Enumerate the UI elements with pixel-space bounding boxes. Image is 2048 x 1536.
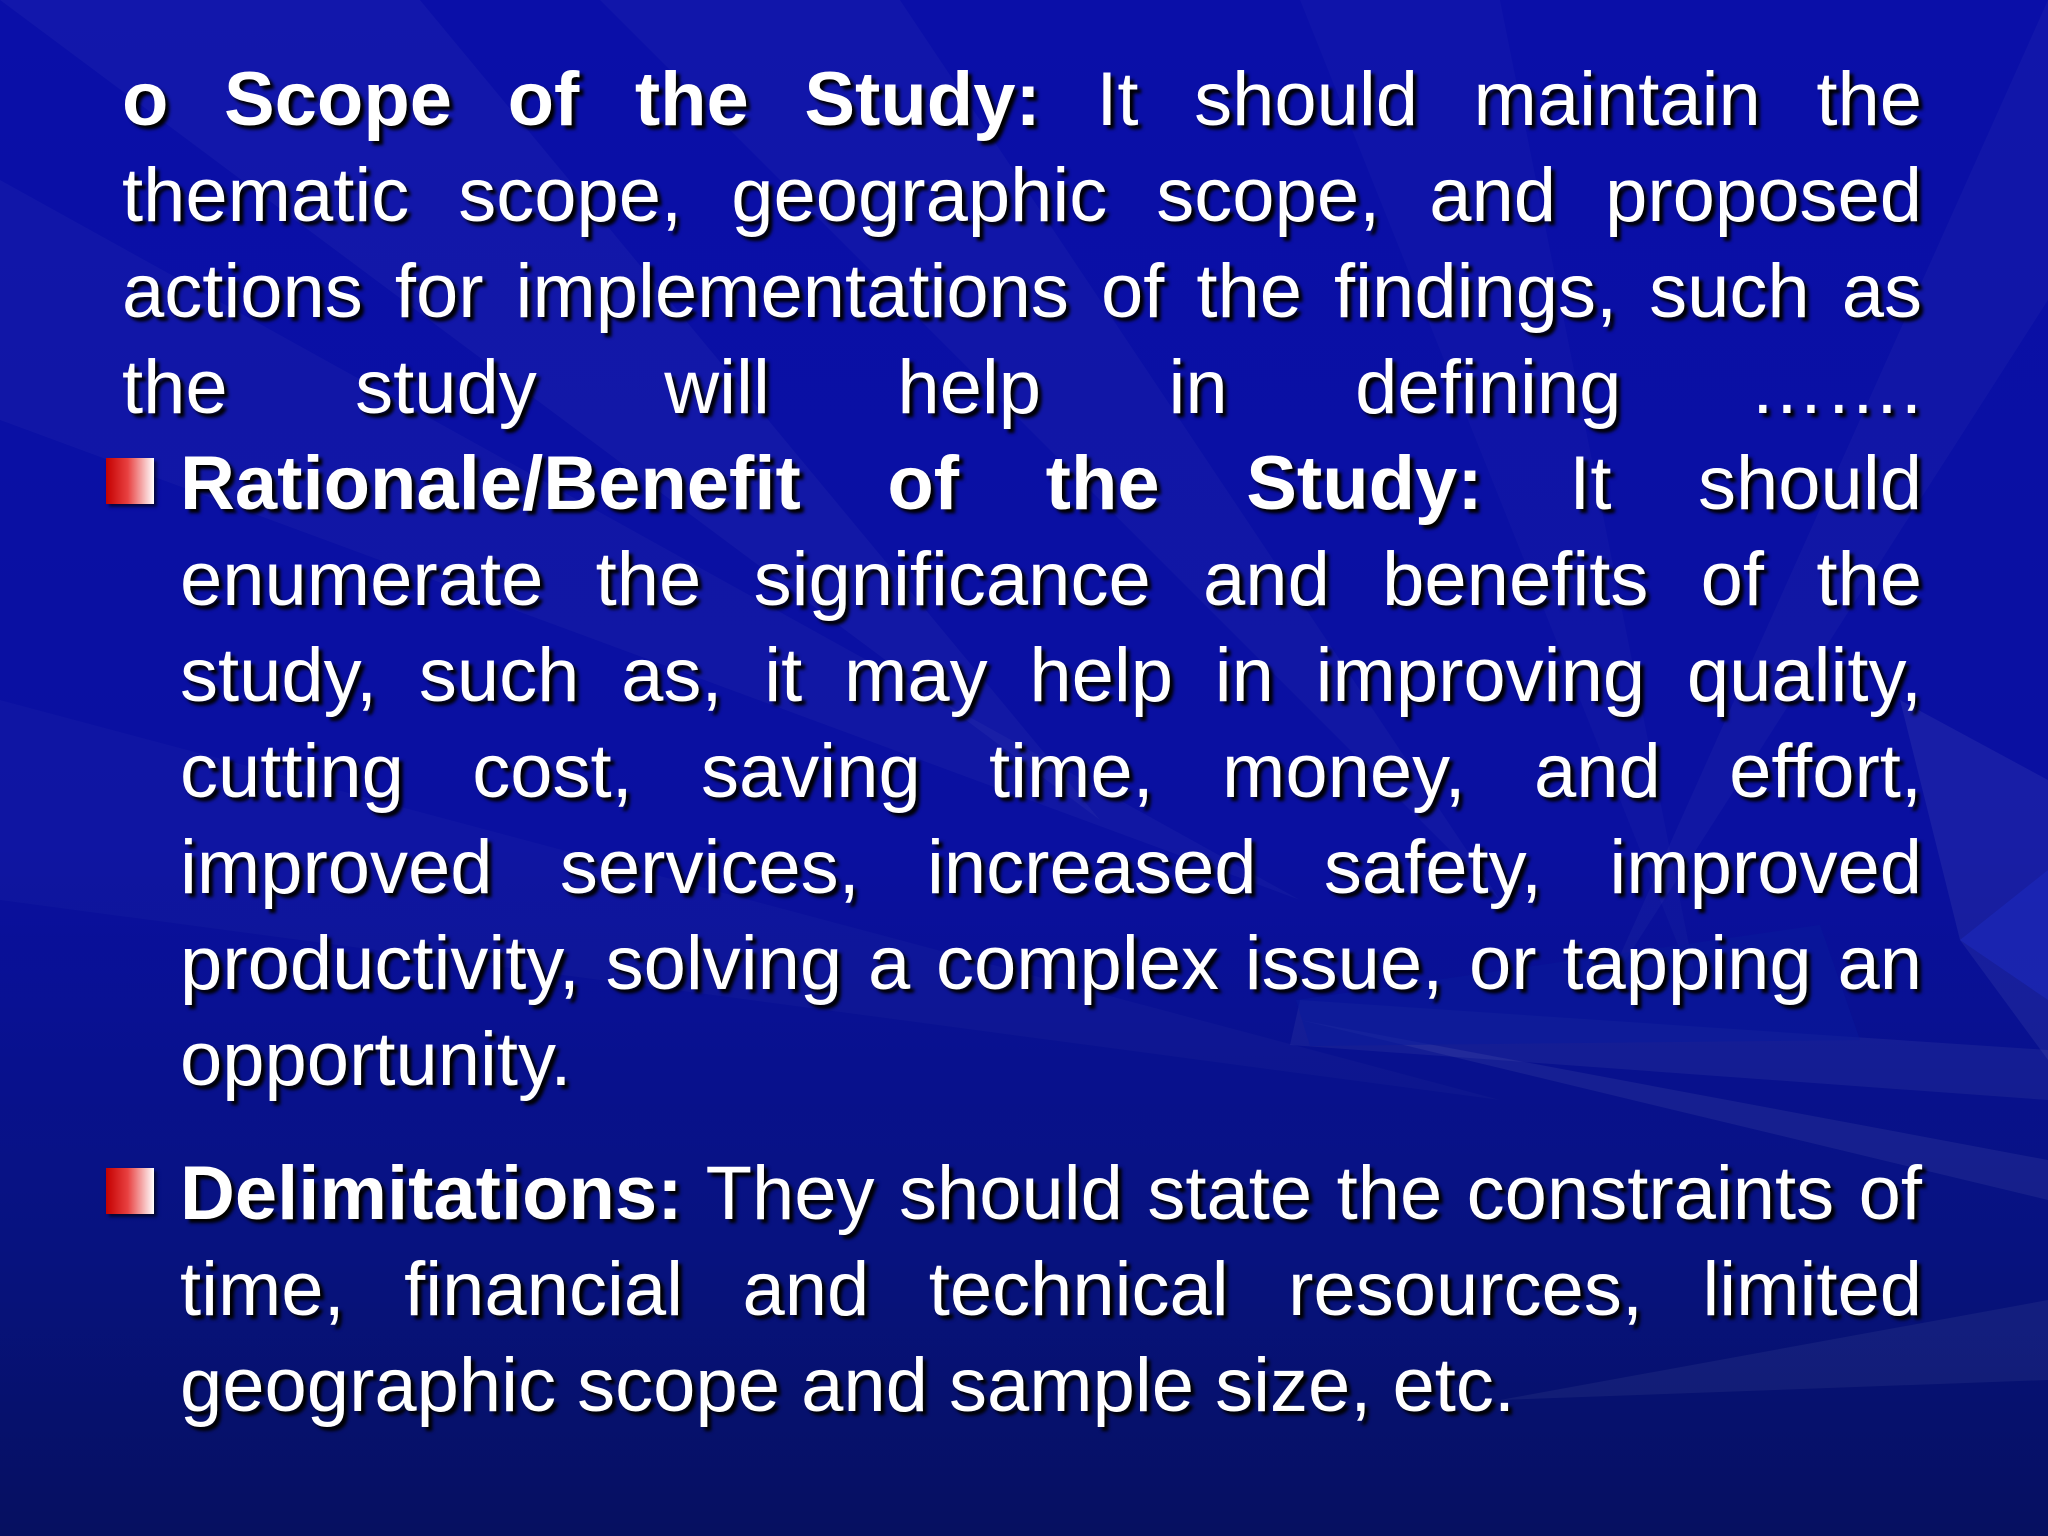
rationale-paragraph xyxy=(180,436,1922,1108)
red-square-bullet-icon xyxy=(106,458,154,504)
scope-heading: Scope of the Study: xyxy=(223,57,1041,142)
scope-marker: o xyxy=(122,57,169,142)
bullet-item-delimitations xyxy=(118,1146,1922,1434)
rationale-heading: Rationale/Benefit of the Study: xyxy=(180,441,1483,526)
bullet-item-rationale xyxy=(118,436,1922,1108)
scope-text: It should maintain the thematic scope, geographic scope, and proposed actions for implementations of the findings, such as the study will help in defining ……. xyxy=(122,57,1922,430)
rationale-text: It should enumerate the significance and benefits of the study, such as, it may help in improving quality, cutting cost, saving time, money, and effort, improved services, increased safety, improved productivity, solving a complex issue, or tapping an opportunity. xyxy=(180,441,1922,1102)
delimitations-paragraph xyxy=(180,1146,1922,1434)
delimitations-heading: Delimitations: xyxy=(180,1151,683,1236)
scope-paragraph xyxy=(122,52,1922,436)
slide-content xyxy=(122,52,1922,1434)
delimitations-text: They should state the constraints of time, financial and technical resources, limited geographic scope and sample size, etc. xyxy=(180,1151,1922,1428)
red-square-bullet-icon xyxy=(106,1168,154,1214)
